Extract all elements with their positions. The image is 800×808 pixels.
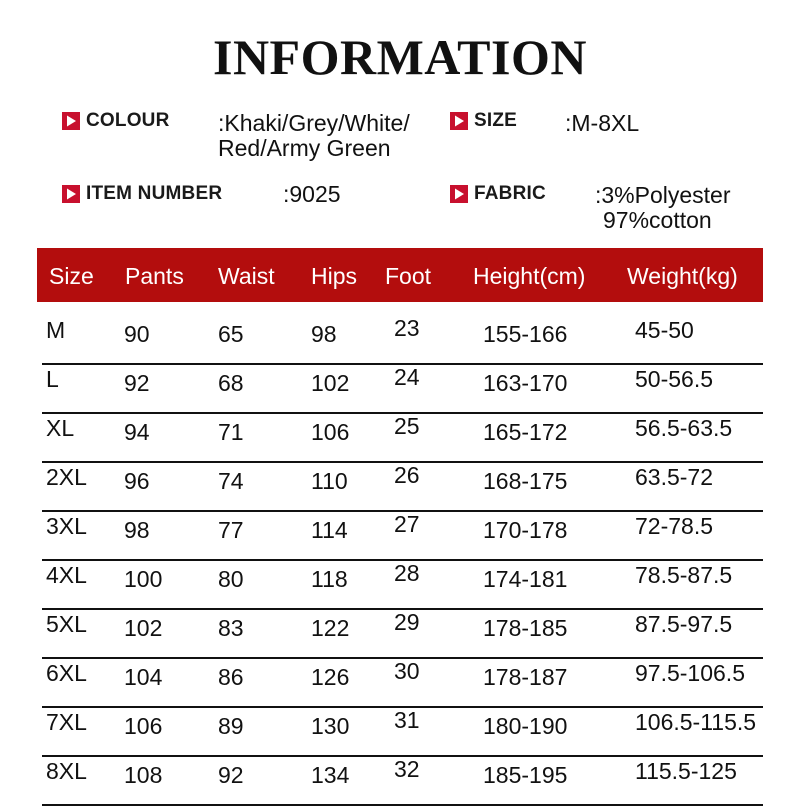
header-waist: Waist <box>218 263 275 289</box>
colour-label <box>62 110 170 132</box>
table-cell: 126 <box>311 664 350 690</box>
table-row <box>0 315 800 367</box>
table-cell: 98 <box>311 321 337 347</box>
item-number-label-text: ITEM NUMBER <box>86 183 223 204</box>
fabric-value <box>595 183 731 233</box>
table-cell: 32 <box>394 756 420 782</box>
table-cell: 185-195 <box>483 762 568 788</box>
table-cell: 115.5-125 <box>635 758 737 784</box>
header-weight: Weight(kg) <box>627 263 738 289</box>
table-cell: 165-172 <box>483 419 568 445</box>
table-cell: 180-190 <box>483 713 568 739</box>
table-cell: 86 <box>218 664 244 690</box>
table-cell: 72-78.5 <box>635 513 714 539</box>
fabric-label-text: FABRIC <box>474 183 546 204</box>
table-cell: 71 <box>218 419 244 445</box>
table-cell: XL <box>46 415 75 441</box>
item-number-label <box>62 183 222 205</box>
table-cell: M <box>46 317 66 343</box>
header-pants: Pants <box>125 263 184 289</box>
header-height: Height(cm) <box>473 263 586 289</box>
size-label <box>450 110 517 132</box>
table-row <box>0 364 800 416</box>
table-cell: 94 <box>124 419 150 445</box>
table-cell: 178-187 <box>483 664 568 690</box>
item-number-value: :9025 <box>283 181 341 207</box>
table-cell: 3XL <box>46 513 87 539</box>
colour-value-line1: :Khaki/Grey/White/ <box>218 110 410 136</box>
table-cell: 87.5-97.5 <box>635 611 733 637</box>
table-cell: 155-166 <box>483 321 568 347</box>
table-cell: 6XL <box>46 660 87 686</box>
table-cell: 74 <box>218 468 244 494</box>
play-square-icon <box>62 185 80 203</box>
size-table-header <box>37 248 763 302</box>
table-cell: 89 <box>218 713 244 739</box>
table-cell: 68 <box>218 370 244 396</box>
fabric-value-line1: :3%Polyester <box>595 182 731 208</box>
row-divider <box>42 804 763 806</box>
table-cell: 80 <box>218 566 244 592</box>
table-cell: 178-185 <box>483 615 568 641</box>
table-cell: L <box>46 366 59 392</box>
play-square-icon <box>62 112 80 130</box>
table-cell: 114 <box>311 517 348 543</box>
size-value: :M-8XL <box>565 110 640 136</box>
table-row <box>0 511 800 563</box>
table-cell: 98 <box>124 517 150 543</box>
table-cell: 30 <box>394 658 420 684</box>
table-cell: 23 <box>394 315 420 341</box>
table-cell: 97.5-106.5 <box>635 660 745 686</box>
table-cell: 56.5-63.5 <box>635 415 733 441</box>
table-cell: 45-50 <box>635 317 694 343</box>
table-cell: 96 <box>124 468 150 494</box>
table-cell: 170-178 <box>483 517 568 543</box>
table-cell: 90 <box>124 321 150 347</box>
table-row <box>0 658 800 710</box>
header-foot: Foot <box>385 263 432 289</box>
table-row <box>0 462 800 514</box>
table-cell: 78.5-87.5 <box>635 562 733 588</box>
table-cell: 92 <box>218 762 244 788</box>
table-cell: 118 <box>311 566 348 592</box>
header-hips: Hips <box>311 263 358 289</box>
colour-value-line2: Red/Army Green <box>218 135 391 161</box>
table-cell: 130 <box>311 713 350 739</box>
table-cell: 102 <box>311 370 350 396</box>
colour-label-text: COLOUR <box>86 110 170 131</box>
table-row <box>0 609 800 661</box>
table-cell: 134 <box>311 762 350 788</box>
colour-value <box>218 111 410 161</box>
play-square-icon <box>450 185 468 203</box>
table-cell: 92 <box>124 370 150 396</box>
table-cell: 106 <box>124 713 163 739</box>
table-row <box>0 413 800 465</box>
table-cell: 100 <box>124 566 163 592</box>
table-cell: 5XL <box>46 611 87 637</box>
table-cell: 25 <box>394 413 420 439</box>
table-cell: 77 <box>218 517 244 543</box>
table-cell: 106.5-115.5 <box>635 709 757 735</box>
size-label-text: SIZE <box>474 110 518 131</box>
table-cell: 28 <box>394 560 420 586</box>
table-cell: 50-56.5 <box>635 366 714 392</box>
table-cell: 106 <box>311 419 350 445</box>
table-cell: 108 <box>124 762 163 788</box>
fabric-label <box>450 183 546 205</box>
header-size: Size <box>49 263 94 289</box>
table-cell: 26 <box>394 462 420 488</box>
table-cell: 2XL <box>46 464 87 490</box>
table-cell: 65 <box>218 321 244 347</box>
table-cell: 104 <box>124 664 163 690</box>
table-cell: 163-170 <box>483 370 568 396</box>
table-cell: 110 <box>311 468 348 494</box>
table-cell: 29 <box>394 609 420 635</box>
table-cell: 8XL <box>46 758 87 784</box>
table-cell: 63.5-72 <box>635 464 714 490</box>
table-cell: 7XL <box>46 709 87 735</box>
table-cell: 122 <box>311 615 350 641</box>
table-cell: 4XL <box>46 562 87 588</box>
page-title: INFORMATION <box>212 29 587 85</box>
table-row <box>0 756 800 808</box>
table-cell: 24 <box>394 364 420 390</box>
table-row <box>0 707 800 759</box>
fabric-value-line2: 97%cotton <box>603 207 712 233</box>
table-cell: 83 <box>218 615 244 641</box>
table-cell: 174-181 <box>483 566 568 592</box>
table-cell: 27 <box>394 511 420 537</box>
table-row <box>0 560 800 612</box>
play-square-icon <box>450 112 468 130</box>
table-cell: 102 <box>124 615 163 641</box>
table-cell: 168-175 <box>483 468 568 494</box>
table-cell: 31 <box>394 707 420 733</box>
